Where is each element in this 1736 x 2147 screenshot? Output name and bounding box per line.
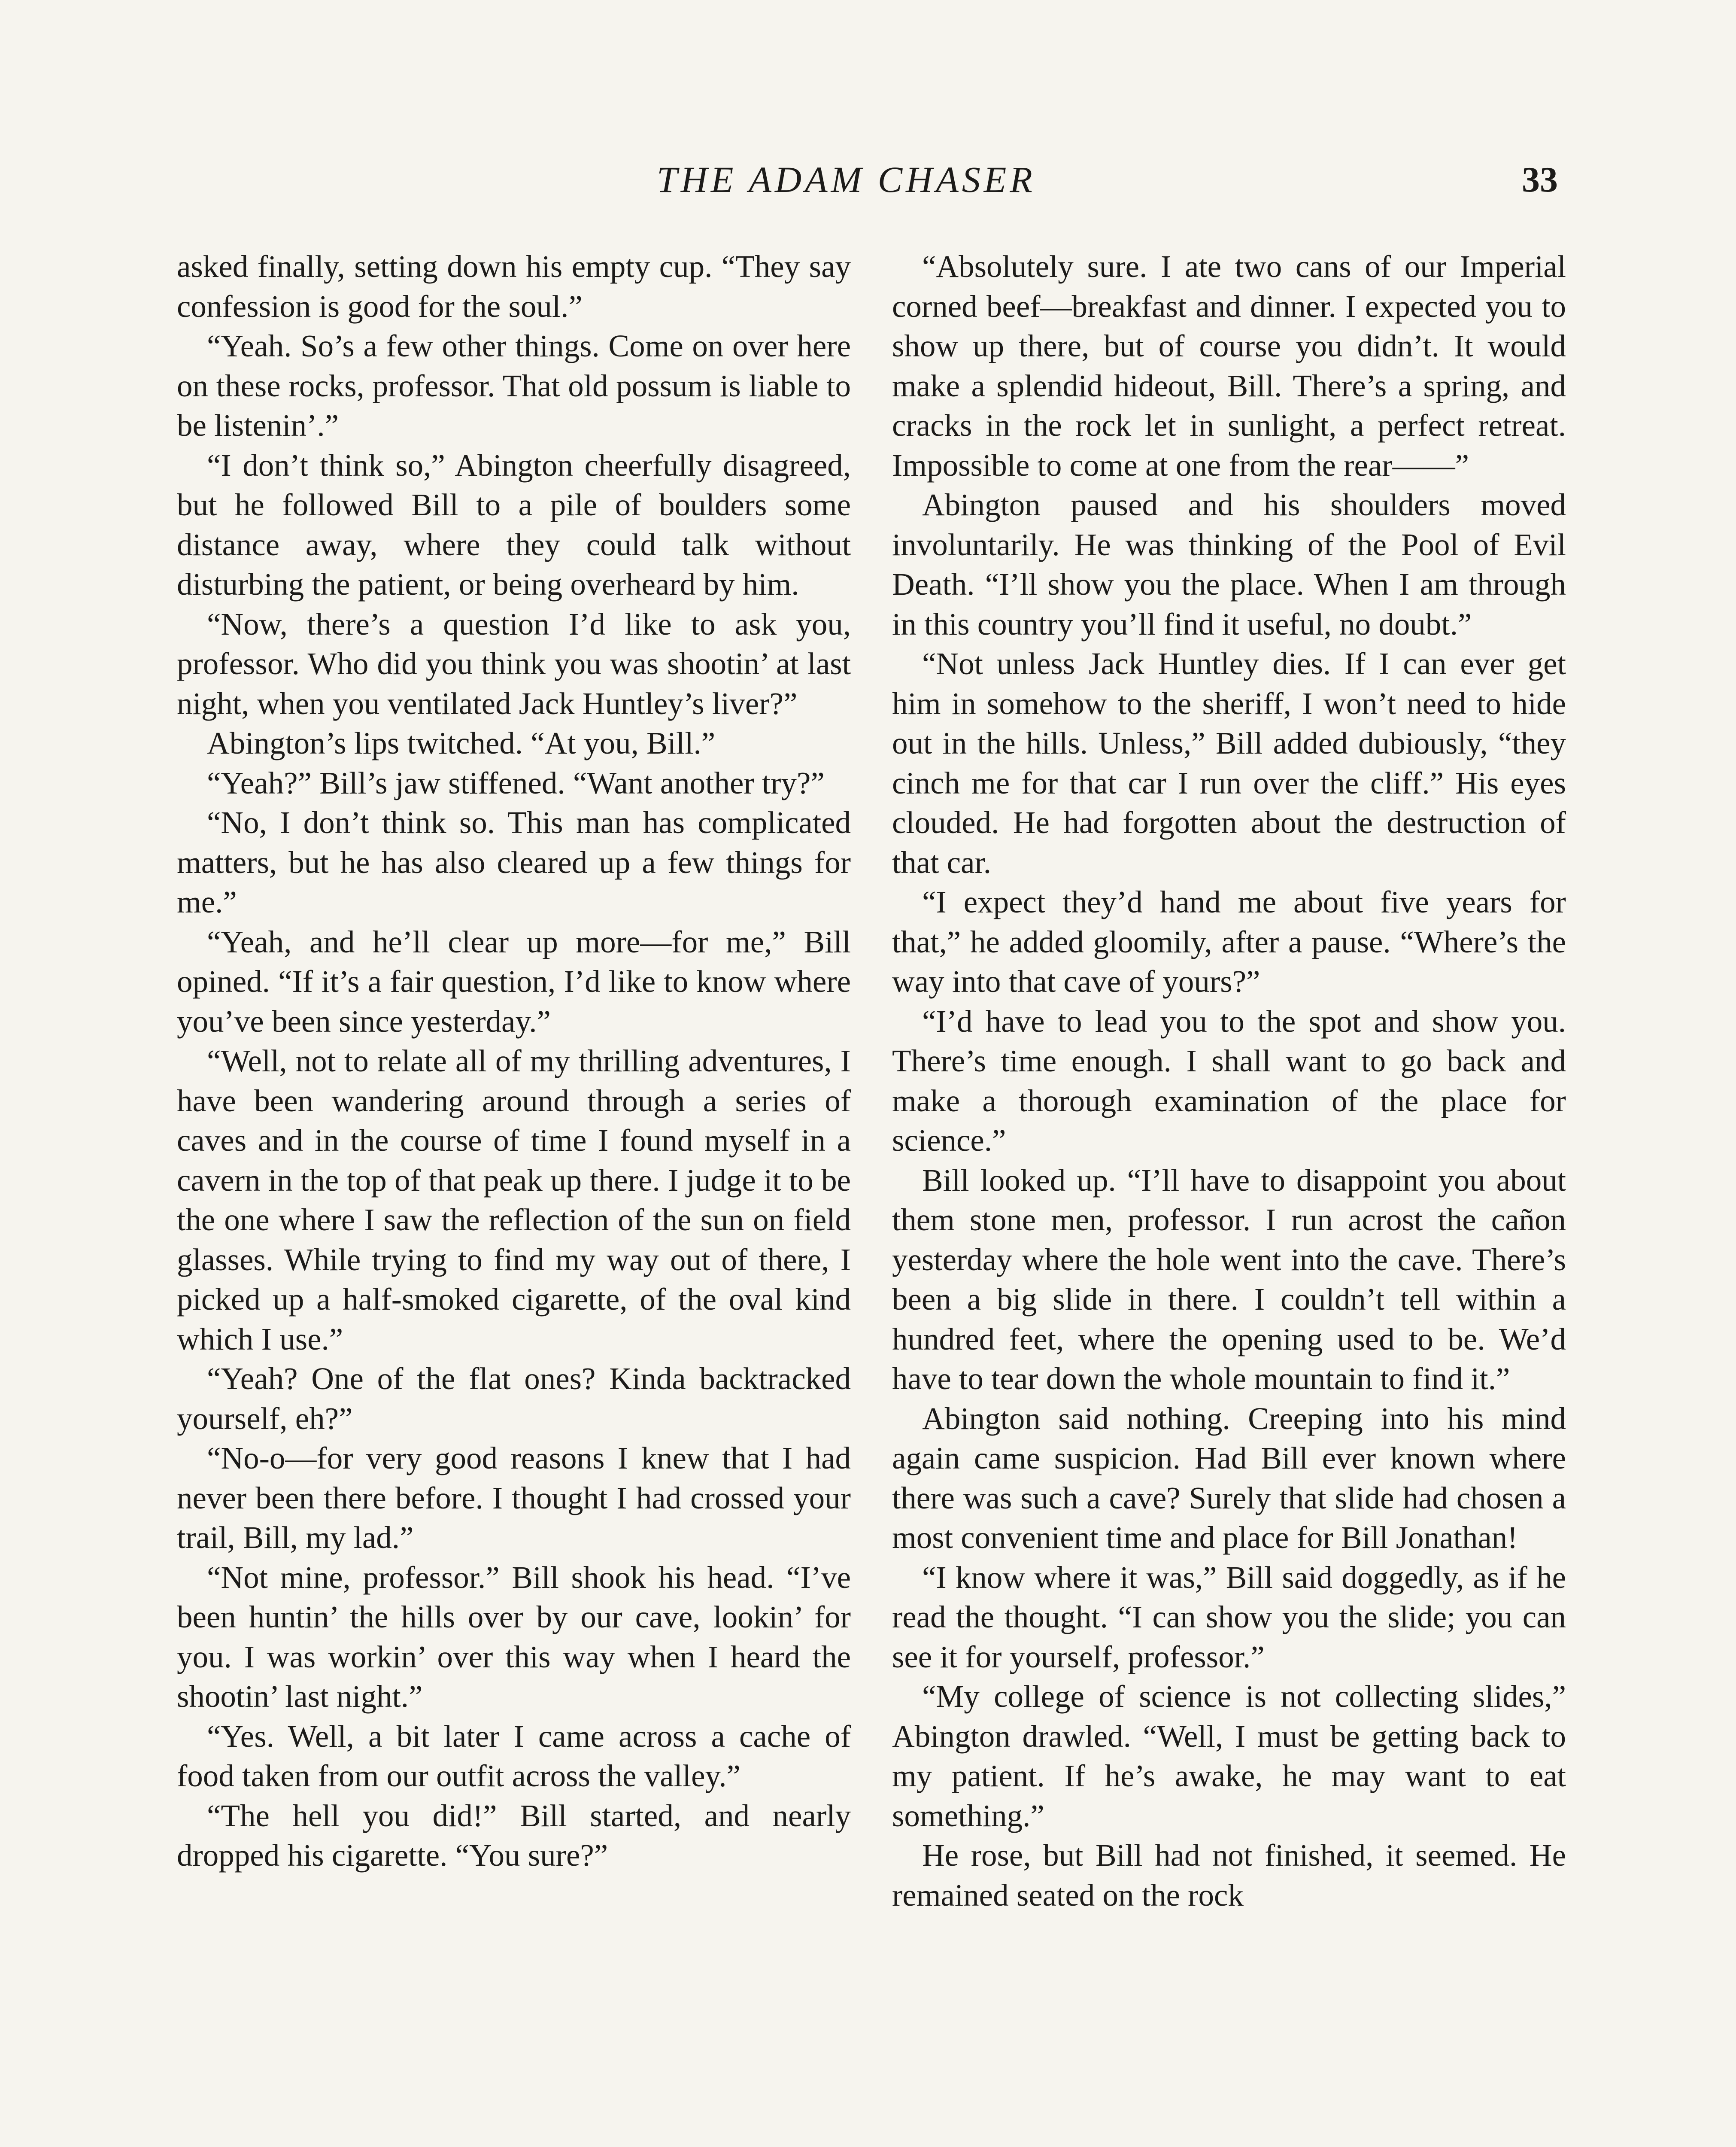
paragraph: “Yeah? One of the flat ones? Kinda backtracked yourself, eh?” — [177, 1361, 851, 1436]
paragraph: “No, I don’t think so. This man has complicated matters, but he has also cleared up a few things for me.” — [177, 805, 851, 919]
paragraph: “No-o—for very good reasons I knew that I had never been there before. I thought I had crossed your trail, Bill, my lad.” — [177, 1441, 851, 1555]
page-number: 33 — [1522, 160, 1558, 200]
paragraph: “My college of science is not collecting slides,” Abington drawled. “Well, I must be getting back to my patient. If he’s awake, he may want to eat something.” — [892, 1679, 1566, 1833]
left-column — [177, 247, 851, 1876]
paragraph: “I know where it was,” Bill said doggedly, as if he read the thought. “I can show you the slide; you can see it for yourself, professor.” — [892, 1560, 1566, 1674]
right-column — [892, 247, 1566, 1915]
paragraph: “I’d have to lead you to the spot and show you. There’s time enough. I shall want to go back and make a thorough examination of the place for science.” — [892, 1004, 1566, 1158]
paragraph: asked finally, setting down his empty cup. “They say confession is good for the soul.” — [177, 249, 851, 324]
running-title: THE ADAM CHASER — [657, 159, 1036, 200]
paragraph: He rose, but Bill had not finished, it seemed. He remained seated on the rock — [892, 1838, 1566, 1913]
paragraph: “Not mine, professor.” Bill shook his head. “I’ve been huntin’ the hills over by our cave, lookin’ for you. I was workin’ over this way when I heard the shootin’ last night.” — [177, 1560, 851, 1714]
paragraph: Abington’s lips twitched. “At you, Bill.” — [207, 726, 716, 760]
paragraph: “Yes. Well, a bit later I came across a cache of food taken from our outfit across the valley.” — [177, 1718, 851, 1793]
paragraph: Bill looked up. “I’ll have to disappoint you about them stone men, professor. I run acrost the cañon yesterday where the hole went into the cave. There’s been a big slide in there. I couldn’t tell within a hundred feet, where the opening used to be. We’d have to tear down the whole mountain to find it.” — [892, 1162, 1566, 1396]
paragraph: “Absolutely sure. I ate two cans of our Imperial corned beef—breakfast and dinner. I expected you to show up there, but of course you didn’t. It would make a splendid hideout, Bill. There’s a spring, and cracks in the rock let in sunlight, a perfect retreat. Impossible to come at one from the rear——” — [892, 249, 1566, 483]
paragraph: Abington said nothing. Creeping into his mind again came suspicion. Had Bill ever known where there was such a cave? Surely that slide had chosen a most convenient time and place for Bill Jonathan! — [892, 1401, 1566, 1555]
paragraph: “I expect they’d hand me about five years for that,” he added gloomily, after a pause. “Where’s the way into that cave of yours?” — [892, 885, 1566, 999]
running-head — [0, 158, 1736, 205]
paragraph: “Well, not to relate all of my thrilling adventures, I have been wandering around through a series of caves and in the course of time I found myself in a cavern in the top of that peak up there. I judge it to be the one where I saw the reflection of the sun on field glasses. While trying to find my way out of there, I picked up a half-smoked cigarette, of the oval kind which I use.” — [177, 1043, 851, 1356]
paragraph: “Yeah?” Bill’s jaw stiffened. “Want another try?” — [207, 765, 825, 800]
paragraph: “Not unless Jack Huntley dies. If I can ever get him in somehow to the sheriff, I won’t need to hide out in the hills. Unless,” Bill added dubiously, “they cinch me for that car I run over the cliff.” His eyes clouded. He had forgotten about the destruction of that car. — [892, 646, 1566, 880]
paragraph: “The hell you did!” Bill started, and nearly dropped his cigarette. “You sure?” — [177, 1798, 851, 1873]
paragraph: Abington paused and his shoulders moved involuntarily. He was thinking of the Pool of Evil Death. “I’ll show you the place. When I am through in this country you’ll find it useful, no doubt.” — [892, 487, 1566, 642]
paragraph: “I don’t think so,” Abington cheerfully disagreed, but he followed Bill to a pile of boulders some distance away, where they could talk without disturbing the patient, or being overheard by him. — [177, 447, 851, 602]
paragraph: “Yeah. So’s a few other things. Come on over here on these rocks, professor. That old possum is liable to be listenin’.” — [177, 328, 851, 443]
paragraph: “Now, there’s a question I’d like to ask you, professor. Who did you think you was shootin’ at last night, when you ventilated Jack Huntley’s liver?” — [177, 606, 851, 721]
paragraph: “Yeah, and he’ll clear up more—for me,” Bill opined. “If it’s a fair question, I’d like to know where you’ve been since yesterday.” — [177, 924, 851, 1039]
